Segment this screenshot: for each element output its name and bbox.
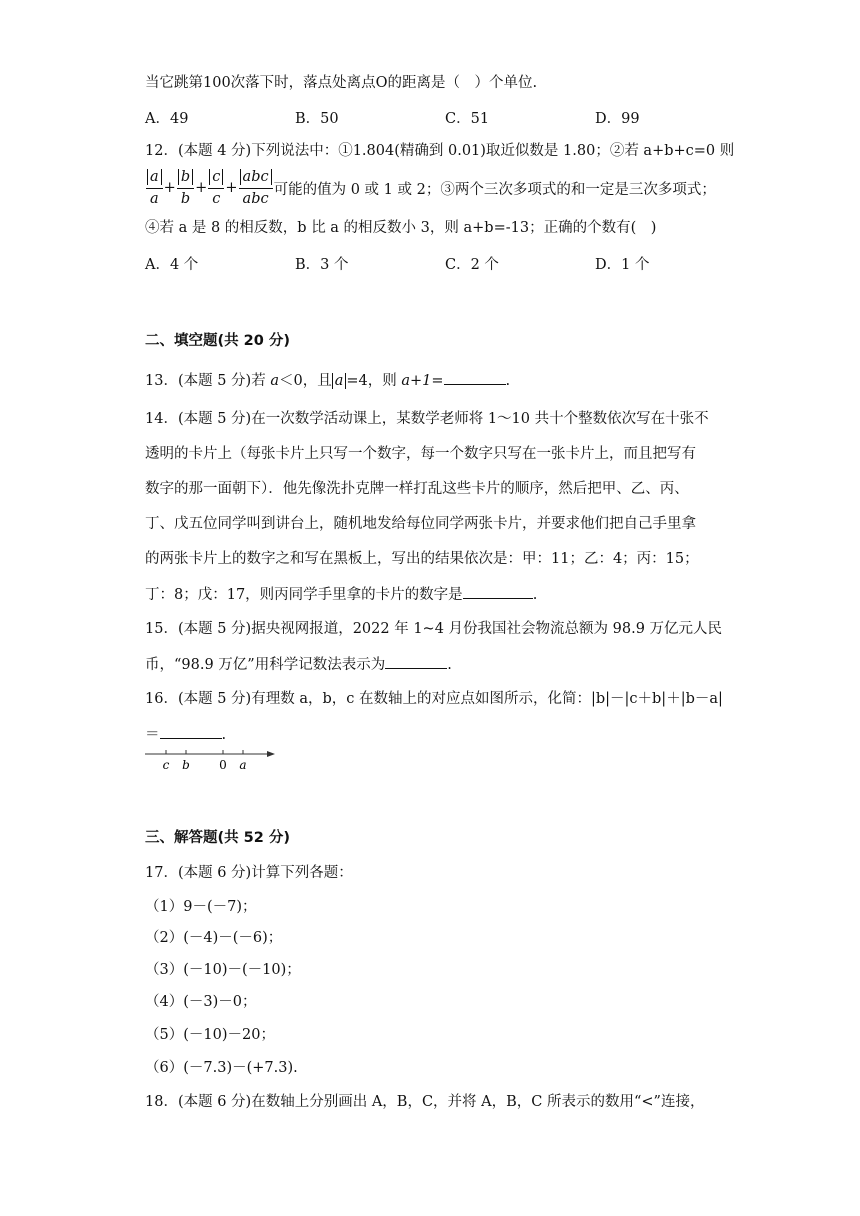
q17-item-5: （5）(－10)－20； (145, 1027, 275, 1043)
q18-stem: 18．(本题 6 分)在数轴上分别画出 A，B，C，并将 A，B，C 所表示的数用“<”连接， (145, 1094, 705, 1110)
section-2-title: 二、填空题(共 20 分) (145, 333, 291, 349)
q14-line-1: 14．(本题 5 分)在一次数学活动课上，某数学老师将 1～10 共十个整数依次写在十张不 (145, 411, 709, 427)
q13-line: 13．(本题 5 分)若 a＜0，且 a =4，则 a+1= . (145, 370, 510, 391)
q14-line-6: 丁：8；戊：17，则丙同学手里拿的卡片的数字是 . (145, 584, 537, 605)
q11-option-a: A．49 (145, 111, 189, 127)
q16-answer-blank[interactable] (160, 724, 222, 739)
q16-line-2: ＝ . (145, 724, 226, 745)
axis-label-b: b (182, 758, 190, 772)
q12-option-c: C．2 个 (445, 257, 499, 273)
q16-line-1: 16．(本题 5 分)有理数 a，b，c 在数轴上的对应点如图所示，化简：|b|－|c＋b|＋|b－a| (145, 691, 723, 707)
number-line-arrow (267, 751, 275, 757)
q12-line-3: ④若 a 是 8 的相反数，b 比 a 的相反数小 3，则 a+b=-13；正确的个数有( ) (145, 220, 657, 236)
q12-line-1: 12．(本题 4 分)下列说法中：①1.804(精确到 0.01)取近似数是 1.80；②若 a+b+c=0 则 (145, 143, 735, 159)
q11-option-c: C．51 (445, 111, 490, 127)
q12-line-2: $\frac{a}{a}$ + $\frac{b}{b}$ + $\frac{c}{c}$ + $\frac{\text{abc}}{\text{abc}}$ 可能的值为 0 或 1 或 2；③两个三次多项式的和一定是三次多项式； (145, 168, 716, 208)
axis-label-a: a (239, 758, 247, 772)
q11-option-b: B．50 (295, 111, 339, 127)
q14-line-5: 的两张卡片上的数字之和写在黑板上，写出的结果依次是：甲：11；乙：4；丙：15； (145, 551, 699, 567)
q15-line-2: 币，“98.9 万亿”用科学记数法表示为 . (145, 654, 452, 675)
q17-item-6: （6）(－7.3)－(+7.3). (145, 1060, 298, 1076)
q17-item-1: （1）9－(－7)； (145, 899, 257, 915)
q13-answer-blank[interactable] (444, 370, 506, 385)
axis-label-0: 0 (219, 758, 227, 772)
q15-answer-blank[interactable] (385, 654, 447, 669)
fraction-abs-c-over-c: $\frac{c}{c}$ (208, 168, 224, 208)
fraction-abs-a-over-a: $\frac{a}{a}$ (146, 168, 163, 208)
abs-a: a (332, 373, 347, 389)
number-line-figure (145, 744, 280, 774)
axis-label-c: c (162, 758, 170, 772)
q12-option-b: B．3 个 (295, 257, 349, 273)
q17-stem: 17．(本题 6 分)计算下列各题： (145, 865, 353, 881)
section-3-title: 三、解答题(共 52 分) (145, 830, 291, 846)
q17-item-3: （3）(－10)－(－10)； (145, 962, 301, 978)
q11-stem: 当它跳第100次落下时，落点处离点O的距离是（ ）个单位. (145, 75, 538, 91)
q12-option-a: A．4 个 (145, 257, 199, 273)
q17-item-2: （2）(－4)－(－6)； (145, 930, 283, 946)
q14-answer-blank[interactable] (463, 584, 533, 599)
q14-line-4: 丁、戊五位同学叫到讲台上，随机地发给每位同学两张卡片，并要求他们把自己手里拿 (145, 516, 696, 532)
fraction-abs-abc-over-abc: $\frac{\text{abc}}{\text{abc}}$ (239, 168, 273, 208)
q12-option-d: D．1 个 (595, 257, 650, 273)
q17-item-4: （4）(－3)－0； (145, 994, 257, 1010)
q14-line-2: 透明的卡片上（每张卡片上只写一个数字，每一个数字只写在一张卡片上，而且把写有 (145, 446, 696, 462)
q14-line-3: 数字的那一面朝下）．他先像洗扑克牌一样打乱这些卡片的顺序，然后把甲、乙、丙、 (145, 481, 689, 497)
q15-line-1: 15．(本题 5 分)据央视网报道，2022 年 1~4 月份我国社会物流总额为 98.9 万亿元人民 (145, 621, 723, 637)
q11-option-d: D．99 (595, 111, 640, 127)
q12-line-2-text: 可能的值为 0 或 1 或 2；③两个三次多项式的和一定是三次多项式； (273, 181, 716, 198)
fraction-abs-b-over-b: $\frac{b}{b}$ (177, 168, 194, 208)
